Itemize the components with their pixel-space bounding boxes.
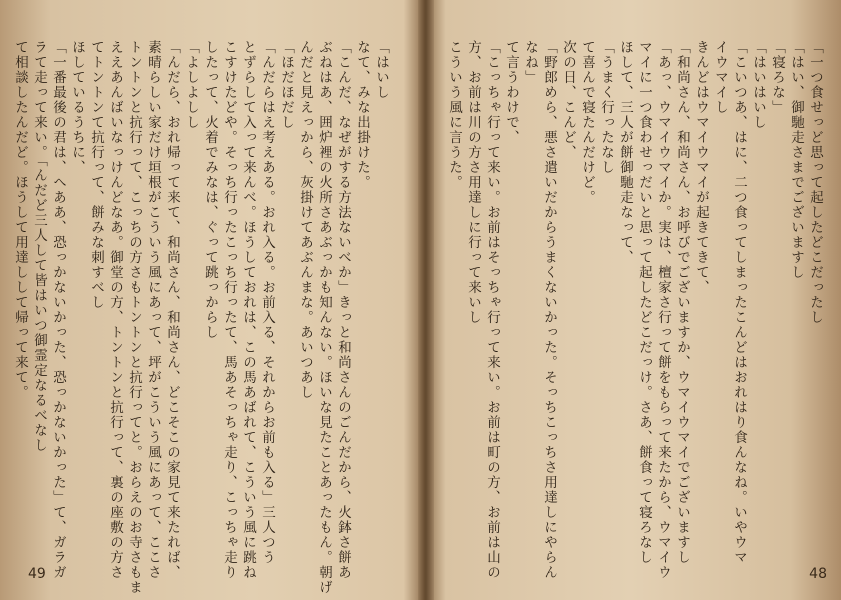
text-line: なて、みな出掛けた。 xyxy=(354,40,370,190)
text-line: 「一番最後の君は、へああ、恐っかないかった、恐っかないかった」て、ガラガ xyxy=(50,40,66,580)
text-line: 「寝ろな」 xyxy=(769,40,785,115)
text-line: 方、お前は川の方さ用達しに行って来いし xyxy=(465,40,481,325)
text-line: 「一つ食せっど思って起したどこだったし xyxy=(807,40,823,325)
left-page-number: 49 xyxy=(28,566,46,582)
text-line: したって、火着でみなは、ぐって跳っからし xyxy=(202,40,218,340)
text-line: 「こっちゃ行って来い。お前はそっちゃ行って来い。お前は町の方、お前は山の xyxy=(484,40,500,580)
text-line: ええあんばいなっけんどなあ。御堂の方、トントンと抗行って、裏の座敷の方さ xyxy=(107,40,123,580)
text-line: 「んだらはえ考えある。おれ入る。お前入る、それからお前も入る」三人つう xyxy=(259,40,275,565)
text-line: 「うまく行ったなし xyxy=(598,40,614,175)
text-line: トントンと抗行って、こっちの方さもトントンと抗行ってと。おらえのお寺さもま xyxy=(126,40,142,595)
right-page-number: 48 xyxy=(809,566,827,582)
text-line: 「んだら、おれ帰って来て、和尚さん、和尚さん、どこそこの家見て来たれば、 xyxy=(164,40,180,580)
text-line: 「こんだ、なぜがする方法ないべか」きっと和尚さんのごんだから、火鉢さ餅あ xyxy=(335,40,351,580)
text-line: こすけたどや。そっち行ったこっち行ったて、馬あそっちゃ走り、こっちゃ走り xyxy=(221,40,237,580)
text-line: 「はい、御馳走さまでございますし xyxy=(788,40,804,280)
text-line: きんどはウマイウマイが起きてきて、 xyxy=(693,40,709,295)
right-page xyxy=(432,0,841,600)
text-line: 「こいつあ、はに、二つ食ってしまったこんどはおれはり食んなね。いやウマ xyxy=(731,40,747,565)
left-page xyxy=(0,0,420,600)
text-line: 「はいし xyxy=(373,40,389,100)
text-line: こういう風に言うた。 xyxy=(446,40,462,190)
text-line: 次の日、こんど、 xyxy=(560,40,576,160)
text-line: とずらして入って来んべ。ほうしておれは、この馬あばれて、こういう風に跳ね xyxy=(240,40,256,580)
text-line: イウマイし xyxy=(712,40,728,115)
text-line: なね」 xyxy=(522,40,538,85)
text-line: 「よしよしし xyxy=(183,40,199,130)
text-line: 「野郎めら、悪さ遣いだからうまくないかった。そっちこっちさ用達しにやらん xyxy=(541,40,557,580)
text-line: ラて走って来い。「んだど三人して皆はいつ御霊定なるべなし xyxy=(31,40,47,454)
text-line: ほして、三人が餅御馳走なって、 xyxy=(617,40,633,265)
text-line: ぶねはあ、囲炉裡の火所さあぶっかも知んない。ほいな見たことあったもん。朝げ xyxy=(316,40,332,595)
text-line: 「和尚さん、和尚さん、お呼びでございますか、ウマイウマイでございますし xyxy=(674,40,690,565)
text-line: ほしているうちに、 xyxy=(69,40,85,175)
text-line: て言うわけで、 xyxy=(503,40,519,145)
text-line: 「はいはいし xyxy=(750,40,766,130)
text-line: 「ほだほだし xyxy=(278,40,294,130)
text-line: 素晴らしい家だけ垣根がこういう風にあって、坪がこういう風にあって、ここさ xyxy=(145,40,161,580)
text-line: んだと見えっから、灰掛けてあぶんまな。あいつあし xyxy=(297,40,313,400)
text-line: 「あっ、ウマイウマイか。実は、檀家さ行って餅をもらって来たから、ウマイウ xyxy=(655,40,671,580)
text-line: て相談したんだど。ほうして用達しして帰って来て。 xyxy=(12,40,28,400)
text-line: て喜んで寝たんだけど。 xyxy=(579,40,595,205)
text-line: てトントンて抗行って、餅みな刺すべし xyxy=(88,40,104,310)
text-line: マイに一つ食わせっだいと思って起したどこだっけ。さあ、餅食って寝ろなし xyxy=(636,40,652,565)
